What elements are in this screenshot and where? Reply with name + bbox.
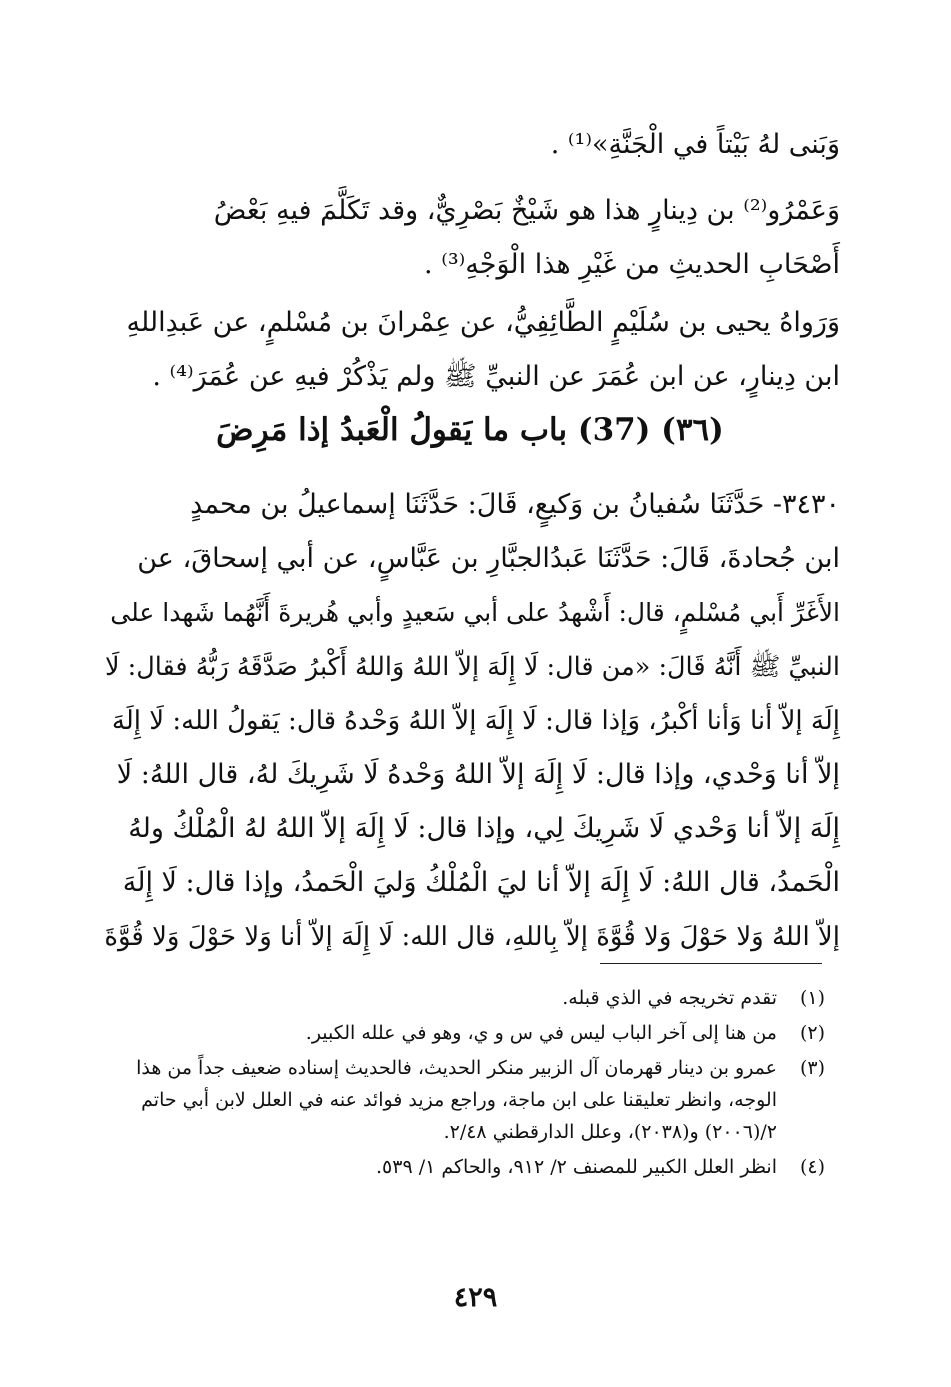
footnote-number: (٣) <box>799 1057 825 1079</box>
footnote-text: من هنا إلى آخر الباب ليس في س و ي، وهو في علله الكبير. <box>305 1022 777 1044</box>
text-line: ٣٤٣٠- حَدَّثَنَا سُفيانُ بن وَكيعٍ، قَالَ: حَدَّثَنَا إسماعيلُ بن محمدٍ <box>190 489 840 520</box>
text-line: وَعَمْرُو⁽²⁾ بن دِينارٍ هذا هو شَيْخٌ بَصْرِيٌّ، وقد تَكَلَّمَ فيهِ بَعْضُ <box>213 195 840 226</box>
text-line: ابن دِينارٍ، عن ابن عُمَرَ عن النبيِّ ﷺ ولم يَذْكُرْ فيهِ عن عُمَرَ⁽⁴⁾ . <box>152 361 840 392</box>
footnote-number: (٢) <box>799 1022 825 1044</box>
footnote-text: انظر العلل الكبير للمصنف ٢/ ٩١٢، والحاكم ١/ ٥٣٩. <box>375 1156 777 1178</box>
footnote-number: (١) <box>799 987 825 1009</box>
footnote-text: عمرو بن دينار قهرمان آل الزبير منكر الحديث، فالحديث إسناده ضعيف جداً من هذا الوجه، وانظر تعليقنا على ابن ماجة، وراجع مزيد فوائد عنه في العلل لابن أبي حاتم ٢/(٢٠٠٦) و(٢٠٣٨)، وعلل الدارقطني ٢/٤٨. <box>136 1057 777 1143</box>
text-line: وَرَواهُ يحيى بن سُلَيْمٍ الطَّائِفِيُّ، عن عِمْرانَ بن مُسْلمٍ، عن عَبدِاللهِ <box>126 307 840 338</box>
text-line: ابن جُحادةَ، قَالَ: حَدَّثَنَا عَبدُالجبَّارِ بن عَبَّاسٍ، عن أبي إسحاقَ، عن <box>137 543 840 574</box>
text-line: وَبَنى لهُ بَيْتاً في الْجَنَّةِ»⁽¹⁾ . <box>550 129 840 160</box>
footnote-1 <box>100 982 825 1014</box>
page-number: ٤٢٩ <box>453 1282 498 1313</box>
hadith-text <box>100 478 840 964</box>
footnote-2 <box>100 1017 825 1049</box>
footnote-text: تقدم تخريجه في الذي قبله. <box>562 987 777 1009</box>
text-line: إِلَهَ إلاّ أنا وَأنا أكْبرُ، وَإذا قال: لَا إِلَهَ إلاّ اللهُ وَحْدهُ قال: يَقولُ الله: لَا إِلَهَ <box>111 706 840 736</box>
text-line: النبيِّ ﷺ أَنَّهُ قَالَ: «من قال: لَا إِلَهَ إلاّ اللهُ وَاللهُ أَكْبرُ صَدَّقَهُ رَبُّهُ فقال: لَا <box>104 652 840 682</box>
footnote-number: (٤) <box>799 1156 825 1178</box>
footnote-3 <box>100 1052 825 1148</box>
text-line: إلاّ اللهُ وَلا حَوْلَ وَلا قُوَّةَ إلاّ بِاللهِ، قال الله: لَا إِلَهَ إلاّ أنا وَلا حَوْلَ وَلا قُوَّةَ <box>104 922 840 952</box>
footnote-4 <box>100 1151 825 1183</box>
footnote-divider <box>600 963 822 964</box>
text-line: الأَغَرِّ أَبي مُسْلمٍ، قال: أَشْهدُ على أبي سَعيدٍ وأبي هُريرةَ أَنَّهُما شَهدا على <box>110 598 840 627</box>
paragraph-amr <box>100 184 840 292</box>
chapter-heading: (٣٦) (37) باب ما يَقولُ الْعَبدُ إذا مَرِضَ <box>216 412 724 448</box>
text-line: الْحَمدُ، قال اللهُ: لَا إِلَهَ إلاّ أنا ليَ الْمُلْكُ وَليَ الْحَمدُ، وإذا قال: لَا إِلَهَ <box>122 867 840 898</box>
footnotes <box>100 982 825 1186</box>
paragraph-closing <box>100 118 840 172</box>
text-line: أَصْحَابِ الحديثِ من غَيْرِ هذا الْوَجْهِ⁽³⁾ . <box>424 249 840 280</box>
text-line: إِلَهَ إلاّ أنا وَحْدي لَا شَرِيكَ لِي، وإذا قال: لَا إِلَهَ إلاّ اللهُ لهُ الْمُلْكُ ولهُ <box>128 813 840 844</box>
text-line: إلاّ أنا وَحْدي، وإذا قال: لَا إِلَهَ إلاّ اللهُ وَحْدهُ لَا شَرِيكَ لهُ، قال اللهُ: لَا <box>116 759 840 790</box>
paragraph-rawahu <box>100 296 840 404</box>
